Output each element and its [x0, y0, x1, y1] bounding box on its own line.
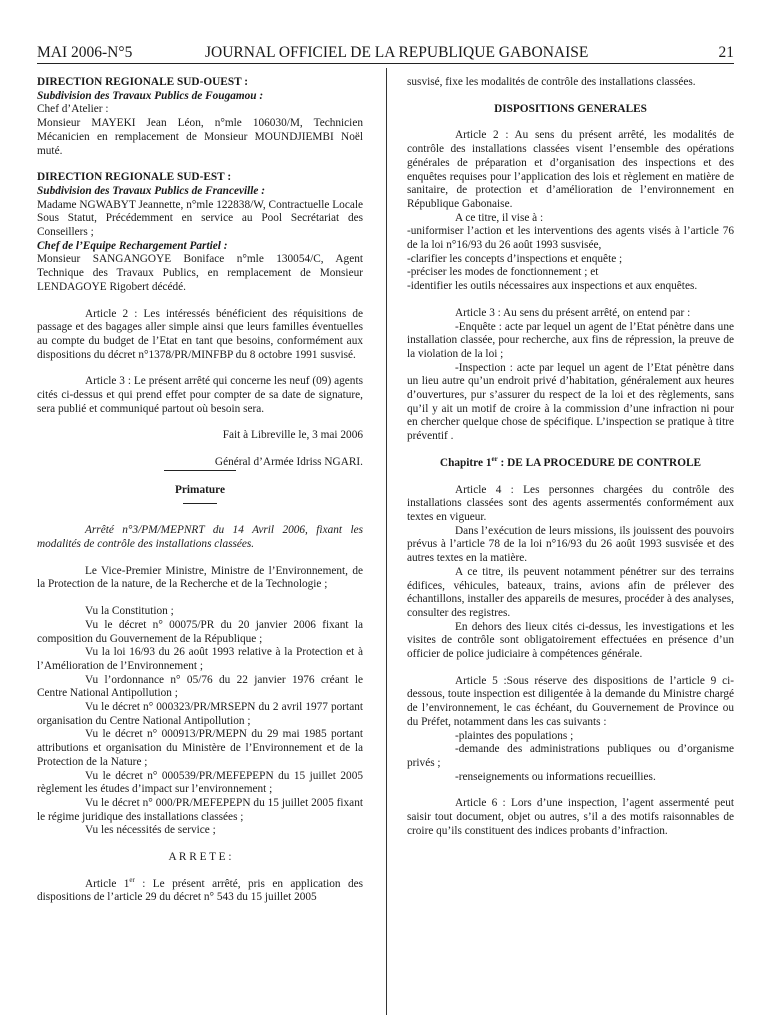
- chapter-superscript: er: [491, 455, 498, 464]
- vu-item: Vu les nécessités de service ;: [85, 824, 216, 837]
- article-superscript: er: [129, 875, 135, 884]
- article-paragraph: Dans l’exécution de leurs missions, ils jouissent des pouvoirs prévus à l’article 78 de la loi n°16/93 du 26 août 1993 susvisée et des autres textes en la matière.: [407, 524, 734, 565]
- definition-paragraph: -Enquête : acte par lequel un agent de l’Etat pénètre dans une installation classée, pour recherche, aux fins de répression, la preuve de la violation de la loi ;: [407, 320, 734, 360]
- article-paragraph: A ce titre, ils peuvent notamment pénétrer sur des terrains édifices, véhicules, bateaux, trains, avions afin de prélever des échantillons, installer des appareils de mesures, procéder à des analyses, consulter des registres.: [407, 565, 734, 619]
- primature-underline: [37, 498, 363, 512]
- vu-item: Vu le décret n° 000/PR/MEFEPEPN du 15 juillet 2005 fixant le régime juridique des installations classées ;: [37, 796, 363, 823]
- header-rule: [37, 63, 734, 64]
- list-item: -clarifier les concepts d’inspections et enquête ;: [407, 252, 623, 265]
- section-heading: DIRECTION REGIONALE SUD-EST :: [37, 171, 232, 184]
- article-paragraph: Article 5 :Sous réserve des dispositions de l’article 9 ci-dessous, toute inspection est diligentée à la demande du Ministre chargé de l’environnement, le cas échéant, du Gouvernement de Province ou du Préfet, notamment dans les cas suivants :: [407, 674, 734, 728]
- vu-item: Vu l’ordonnance n° 05/76 du 22 janvier 1976 créant le Centre National Antipollution ;: [37, 673, 363, 700]
- list-item: -plaintes des populations ;: [455, 729, 574, 742]
- vu-item: Vu le décret n° 000539/PR/MEFEPEPN du 15 juillet 2005 règlement les études d’impact sur l’environnement ;: [37, 769, 363, 796]
- list-item: -demande des administrations publiques ou d’organisme privés ;: [407, 743, 734, 769]
- article-paragraph: Article 3 : Le présent arrêté qui concerne les neuf (09) agents cités ci-dessus et qui prend effet pour compter de sa date de signature, sera publié et communiqué partout où besoin sera.: [37, 375, 363, 415]
- left-column: [37, 76, 363, 905]
- vu-item: Vu la Constitution ;: [85, 605, 174, 618]
- section-heading: DIRECTION REGIONALE SUD-OUEST :: [37, 76, 249, 88]
- section-heading: DISPOSITIONS GENERALES: [494, 102, 647, 115]
- chapter-label: Chapitre 1: [439, 456, 492, 469]
- vu-item: Vu le décret n° 000323/PR/MRSEPN du 2 avril 1977 portant organisation du Centre National Antipollution ;: [37, 701, 363, 727]
- position-label: Chef d’Atelier :: [37, 103, 109, 116]
- article-paragraph: Article 2 : Au sens du présent arrêté, les modalités de contrôle des installations classées visent l’ensemble des opérations générales de préparation et d’organisation des inspections et des enquêtes requises pour l’application des lois et règlement en matière de sanitaire, de protection et d’amélioration de l’environnement en République Gabonaise.: [407, 129, 734, 210]
- issue-number: MAI 2006-N°5: [37, 44, 133, 61]
- page-number: 21: [718, 44, 734, 61]
- list-item: -identifier les outils nécessaires aux inspections et aux enquêtes.: [407, 280, 698, 293]
- article-paragraph: A ce titre, il vise à :: [455, 211, 544, 224]
- article-paragraph: Article 2 : Les intéressés bénéficient des réquisitions de passage et des bagages aller simple ainsi que leurs familles éventuelles au compte du budget de l’Etat en tant que besoins, conformément aux dispositions du décret n°1378/PR/MINFBP du 8 octobre 1991 susvisé.: [37, 307, 363, 361]
- list-item: -renseignements ou informations recueillies.: [455, 770, 656, 783]
- article-paragraph: [37, 875, 364, 905]
- journal-title: JOURNAL OFFICIEL DE LA REPUBLIQUE GABONAISE: [205, 44, 589, 61]
- appointment-paragraph: Monsieur SANGANGOYE Boniface n°mle 130054/C, Agent Technique des Travaux Publics, en remplacement de Monsieur LENDAGOYE Rigobert décédé.: [37, 253, 363, 293]
- list-item: -uniformiser l’action et les interventions des agents visés à l’article 76 de la loi n°16/93 du 26 août 1993 susvisée,: [407, 225, 734, 252]
- article-text: : Le présent arrêté, pris en application des dispositions de l’article 29 du décret n° 543 du 15 juillet 2005: [37, 877, 364, 904]
- article-continuation: susvisé, fixe les modalités de contrôle des installations classées.: [407, 76, 696, 88]
- minister-paragraph: Le Vice-Premier Ministre, Ministre de l’Environnement, de la Protection de la nature, de la Recherche et de la Technologie ;: [37, 564, 363, 591]
- article-paragraph: En dehors des lieux cités ci-dessus, les investigations et les visites de contrôle sont obligatoirement effectuées en présence d’un officier de police judiciaire à compétences générale.: [407, 620, 734, 661]
- chapter-title: : DE LA PROCEDURE DE CONTROLE: [497, 456, 702, 469]
- vu-item: Vu le décret n° 00075/PR du 20 janvier 2006 fixant la composition du Gouvernement de la République ;: [37, 618, 363, 645]
- subdivision-heading: Subdivision des Travaux Publics de Fougamou :: [37, 89, 264, 102]
- article-label: Article 1: [85, 877, 130, 890]
- decree-title: Arrêté n°3/PM/MEPNRT du 14 Avril 2006, fixant les modalités de contrôle des installations classées.: [37, 524, 363, 550]
- primature-heading: Primature: [175, 483, 225, 496]
- vu-item: Vu la loi 16/93 du 26 août 1993 relative à la Protection et à l’Amélioration de l’Environnement ;: [37, 646, 363, 672]
- column-divider: [386, 68, 387, 1015]
- arrete-heading: A R R E T E :: [168, 851, 232, 864]
- definition-paragraph: -Inspection : acte par lequel un agent de l’Etat pénètre dans un lieu autre qu’un endroit privé d’habitation, généralement aux heures d’ouvertures, pur s’assurer du respect de la loi et des règlements, sans qu’il y ait un motif de croire à la commission d’une infraction ni pour en chercher quelque chose de spécifique. L’inspection se pratique à titre préventif .: [407, 361, 734, 443]
- appointment-paragraph: Monsieur MAYEKI Jean Léon, n°mle 106030/M, Technicien Mécanicien en remplacement de Monsieur MOUNDJIEMBI Noël muté.: [37, 117, 363, 157]
- subdivision-heading: Subdivision des Travaux Publics de Franceville :: [37, 184, 266, 197]
- vu-item: Vu le décret n° 000913/PR/MEPN du 29 mai 1985 portant attributions et organisation du Ministère de l’Environnement et de la Protection de la Nature ;: [37, 728, 363, 768]
- right-column: [407, 76, 734, 838]
- chapter-heading: [407, 457, 734, 471]
- article-paragraph: Article 6 : Lors d’une inspection, l’agent assermenté peut saisir tout document, objet ou autres, s’il a des motifs raisonnables de croire qu’ils constituent des indices probants d’infraction.: [407, 797, 734, 837]
- article-paragraph: Article 3 : Au sens du présent arrêté, on entend par :: [455, 306, 691, 319]
- article-paragraph: Article 4 : Les personnes chargées du contrôle des installations classées sont des agents assermentés conformément aux textes en vigueur.: [407, 483, 734, 523]
- signatory-name: Général d’Armée Idriss NGARI.: [214, 456, 363, 469]
- list-item: -préciser les modes de fonctionnement ; et: [407, 266, 599, 279]
- signature-place-date: Fait à Libreville le, 3 mai 2006: [222, 429, 363, 442]
- position-label: Chef de l’Equipe Rechargement Partiel :: [37, 239, 228, 252]
- appointment-paragraph: Madame NGWABYT Jeannette, n°mle 122838/W, Contractuelle Locale Sous Statut, Précédemment en service au Pool Secrétariat des Conseillers ;: [37, 198, 363, 239]
